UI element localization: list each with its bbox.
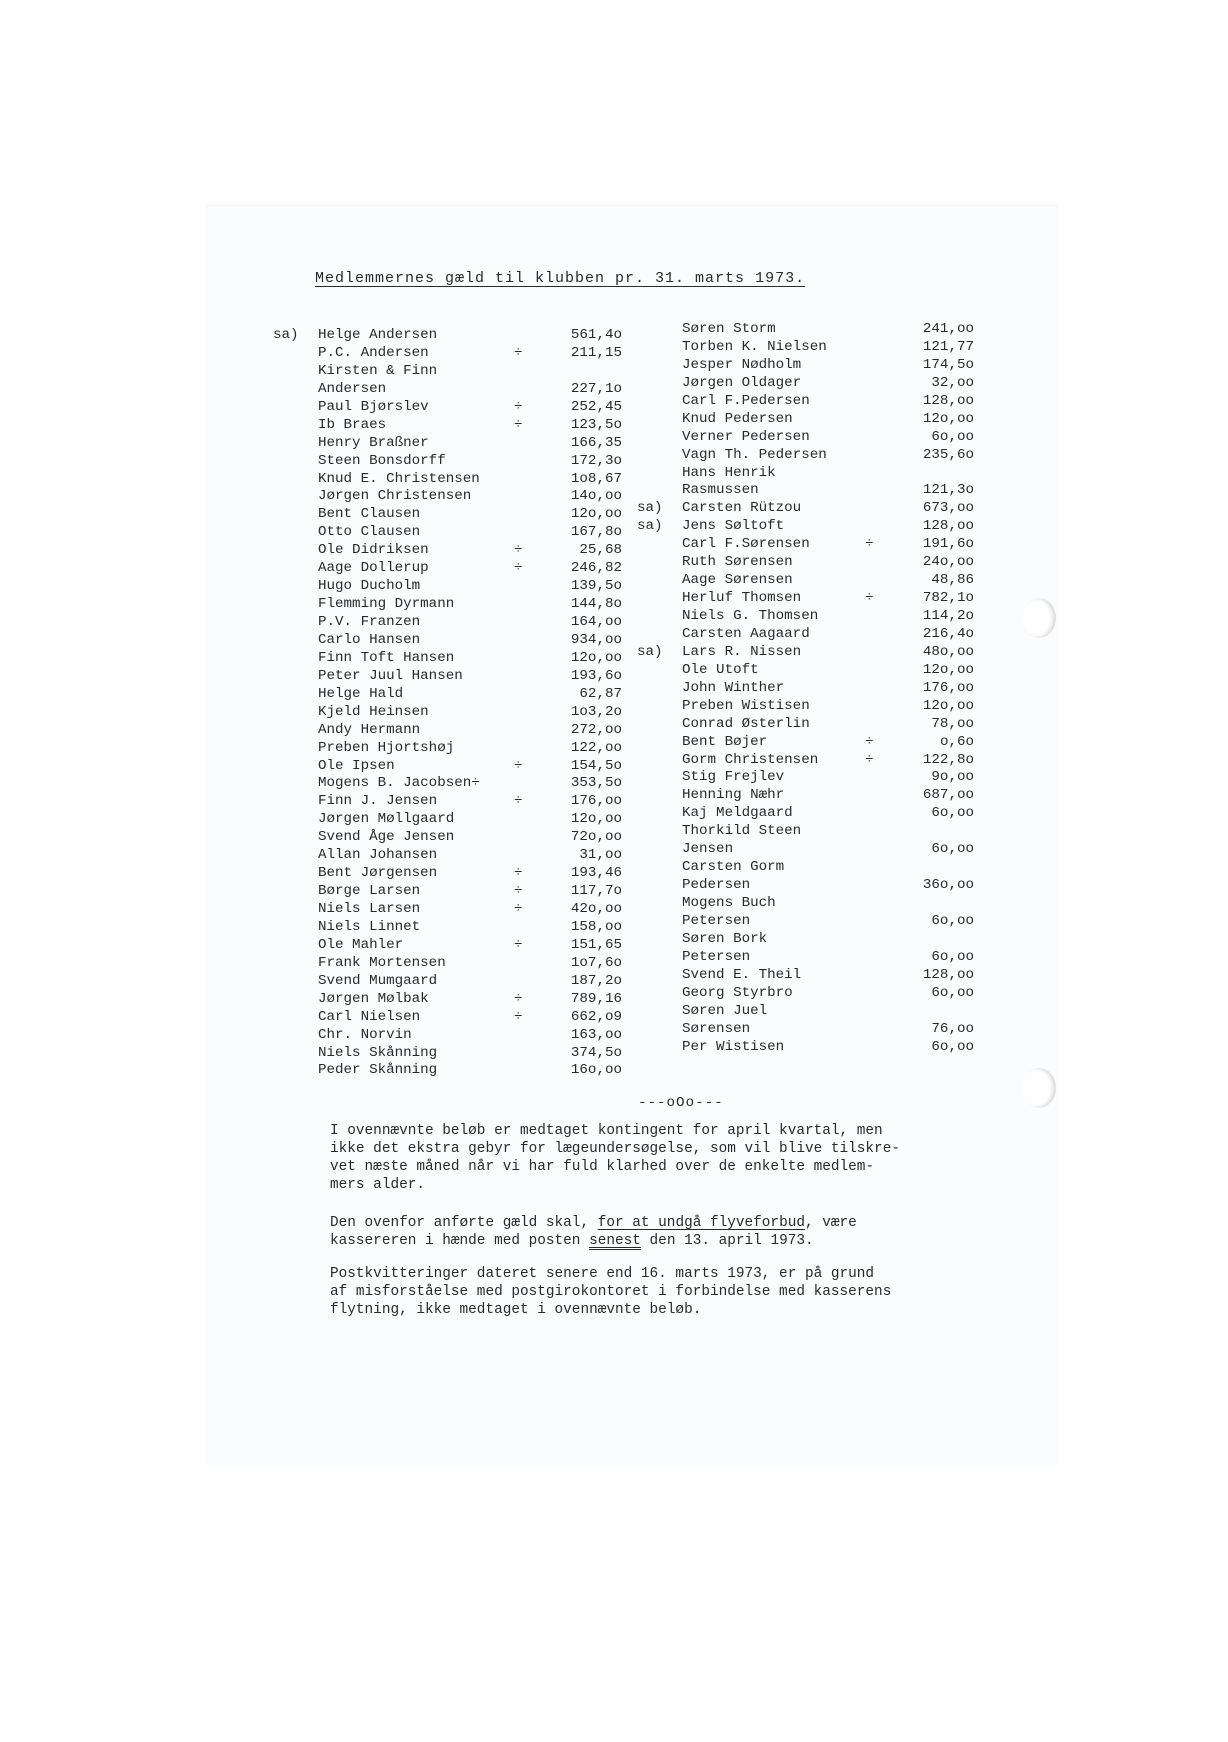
member-name: Verner Pedersen bbox=[682, 428, 810, 445]
member-name: Jørgen Mølbak bbox=[318, 990, 429, 1007]
member-name: P.C. Andersen bbox=[318, 344, 429, 361]
member-name: Andersen bbox=[318, 380, 387, 397]
member-name: Allan Johansen bbox=[318, 847, 438, 864]
debt-amount: 76,oo bbox=[931, 1020, 974, 1037]
debt-amount: 128,oo bbox=[922, 392, 974, 409]
text-segment: kassereren i hænde med posten bbox=[330, 1233, 590, 1249]
punch-hole-bottom bbox=[1022, 1068, 1056, 1108]
member-name: Jørgen Oldager bbox=[682, 374, 802, 391]
debt-amount: 42o,oo bbox=[570, 901, 622, 917]
member-name: Niels G. Thomsen bbox=[682, 608, 819, 624]
member-name: Torben K. Nielsen bbox=[682, 338, 827, 355]
member-name: Jørgen Møllgaard bbox=[318, 811, 455, 828]
member-name: Jesper Nødholm bbox=[682, 356, 802, 373]
member-name: Kaj Meldgaard bbox=[682, 805, 793, 822]
sa-marker: sa) bbox=[273, 327, 299, 343]
member-name: Steen Bonsdorff bbox=[318, 452, 446, 469]
member-name: Peder Skånning bbox=[318, 1062, 438, 1079]
member-name: Børge Larsen bbox=[318, 883, 421, 900]
document-title: Medlemmernes gæld til klubben pr. 31. marts 1973. bbox=[315, 270, 806, 287]
debt-amount: 139,5o bbox=[570, 578, 622, 595]
debt-amount: 789,16 bbox=[570, 990, 622, 1007]
debt-amount: 12o,oo bbox=[922, 661, 974, 678]
minus-sign: ÷ bbox=[514, 901, 523, 917]
debt-amount: 12o,oo bbox=[570, 811, 622, 828]
debt-amount: 687,oo bbox=[922, 787, 974, 804]
debt-amount: 12o,oo bbox=[570, 506, 622, 523]
minus-sign: ÷ bbox=[865, 536, 874, 553]
debt-amount: 72o,oo bbox=[570, 829, 622, 846]
debt-amount: 62,87 bbox=[579, 685, 622, 702]
member-name: Vagn Th. Pedersen bbox=[682, 446, 827, 463]
debt-amount: 117,7o bbox=[570, 883, 622, 900]
member-name: Jens Søltoft bbox=[682, 518, 785, 535]
debt-amount: 193,6o bbox=[570, 667, 622, 684]
member-name: Ole Didriksen bbox=[318, 542, 429, 559]
minus-sign: ÷ bbox=[514, 757, 523, 774]
debt-amount: 14o,oo bbox=[570, 488, 622, 505]
member-name: Sørensen bbox=[682, 1020, 751, 1037]
debt-amount: 216,4o bbox=[922, 625, 974, 642]
member-name: Henry Braßner bbox=[318, 434, 429, 451]
debt-amount: 122,8o bbox=[922, 751, 974, 768]
member-name: Søren Bork bbox=[682, 930, 768, 947]
paragraph-line bbox=[330, 1214, 1030, 1232]
debt-amount: 662,o9 bbox=[570, 1008, 622, 1025]
minus-sign: ÷ bbox=[865, 751, 874, 768]
debt-amount: 934,oo bbox=[570, 631, 622, 648]
member-name: Preben Wistisen bbox=[682, 697, 810, 714]
member-name: Carl Nielsen bbox=[318, 1008, 421, 1025]
debt-amount: 48o,oo bbox=[922, 643, 974, 660]
member-name: Stig Frejlev bbox=[682, 769, 785, 786]
debt-amount: 193,46 bbox=[570, 865, 622, 882]
debt-amount: 782,1o bbox=[922, 590, 974, 607]
minus-sign: ÷ bbox=[514, 344, 523, 361]
paragraph-deadline bbox=[330, 1214, 1030, 1250]
text-segment: den 13. april 1973. bbox=[640, 1233, 814, 1249]
minus-sign: ÷ bbox=[514, 865, 523, 882]
sa-marker: sa) bbox=[637, 643, 663, 660]
member-name: Finn Toft Hansen bbox=[318, 649, 455, 666]
minus-sign: ÷ bbox=[514, 883, 523, 900]
debt-amount: 176,oo bbox=[570, 793, 622, 810]
sa-marker: sa) bbox=[637, 518, 663, 535]
member-name: Lars R. Nissen bbox=[682, 643, 802, 660]
member-name: John Winther bbox=[682, 679, 785, 696]
member-name: Ole Utoft bbox=[682, 661, 759, 678]
debt-amount: 121,3o bbox=[922, 482, 974, 499]
paragraph-kontingent bbox=[330, 1122, 1030, 1194]
minus-sign: ÷ bbox=[514, 1008, 523, 1025]
member-name: Ruth Sørensen bbox=[682, 554, 793, 571]
paragraph-line: flytning, ikke medtaget i ovennævnte beløb. bbox=[330, 1302, 702, 1318]
debt-amount: 561,4o bbox=[570, 327, 622, 343]
debt-amount: 25,68 bbox=[579, 542, 622, 559]
debt-amount: 16o,oo bbox=[570, 1062, 622, 1079]
member-name: Helge Andersen bbox=[318, 327, 438, 343]
member-name: Helge Hald bbox=[318, 685, 404, 702]
member-name: Niels Larsen bbox=[318, 901, 421, 917]
member-name: Knud E. Christensen bbox=[318, 470, 480, 487]
debt-amount: 128,oo bbox=[922, 518, 974, 535]
paragraph-line: I ovennævnte beløb er medtaget kontingent for april kvartal, men bbox=[330, 1123, 883, 1139]
member-name: Søren Juel bbox=[682, 1002, 768, 1019]
paragraph-line: mers alder. bbox=[330, 1177, 425, 1193]
debt-amount: 151,65 bbox=[570, 936, 622, 953]
debt-amount: 166,35 bbox=[570, 434, 622, 451]
debt-amount: 211,15 bbox=[570, 344, 622, 361]
debt-amount: 1o3,2o bbox=[570, 703, 622, 720]
paragraph-line: ikke det ekstra gebyr for lægeundersøgelse, som vil blive tilskre- bbox=[330, 1141, 900, 1157]
debt-amount: 172,3o bbox=[570, 452, 622, 469]
member-name: Carsten Rützou bbox=[682, 500, 802, 517]
member-name: Finn J. Jensen bbox=[318, 793, 438, 810]
member-name: Per Wistisen bbox=[682, 1038, 785, 1055]
debt-amount: 32,oo bbox=[931, 374, 974, 391]
paragraph-line: af misforståelse med postgirokontoret i forbindelse med kasserens bbox=[330, 1284, 892, 1300]
member-name: Peter Juul Hansen bbox=[318, 667, 463, 684]
member-name: Conrad Østerlin bbox=[682, 715, 810, 732]
debt-amount: 187,2o bbox=[570, 972, 622, 989]
debt-amount: 235,6o bbox=[922, 446, 974, 463]
underlined-senest: senest bbox=[589, 1233, 641, 1249]
debt-amount: 252,45 bbox=[570, 398, 622, 415]
member-name: Frank Mortensen bbox=[318, 954, 446, 971]
member-name: Svend Mumgaard bbox=[318, 972, 438, 989]
minus-sign: ÷ bbox=[514, 542, 523, 559]
member-name: Aage Sørensen bbox=[682, 572, 793, 589]
member-name: Carlo Hansen bbox=[318, 631, 421, 648]
member-name: Herluf Thomsen bbox=[682, 590, 802, 607]
member-name: Gorm Christensen bbox=[682, 751, 819, 768]
debt-amount: 121,77 bbox=[922, 338, 974, 355]
minus-sign: ÷ bbox=[865, 590, 874, 607]
debt-amount: 227,1o bbox=[570, 380, 622, 397]
member-name: Jørgen Christensen bbox=[318, 488, 472, 505]
member-name: Mogens Buch bbox=[682, 895, 776, 911]
member-name: Kirsten & Finn bbox=[318, 362, 438, 379]
member-name: Preben Hjortshøj bbox=[318, 739, 455, 756]
text-segment: , være bbox=[804, 1215, 857, 1231]
debt-amount: 176,oo bbox=[922, 679, 974, 696]
minus-sign: ÷ bbox=[514, 398, 523, 415]
member-name: Bent Jørgensen bbox=[318, 865, 438, 882]
debt-amount: 246,82 bbox=[570, 560, 622, 577]
debt-amount: 9o,oo bbox=[931, 769, 974, 786]
debt-amount: 272,oo bbox=[570, 721, 622, 738]
debt-amount: 163,oo bbox=[570, 1026, 622, 1043]
debt-amount: 191,6o bbox=[922, 536, 974, 553]
member-name: Aage Dollerup bbox=[318, 560, 429, 577]
paragraph-line: Postkvitteringer dateret senere end 16. marts 1973, er på grund bbox=[330, 1266, 875, 1282]
debt-amount: 167,8o bbox=[570, 524, 622, 541]
debt-amount: 164,oo bbox=[570, 614, 622, 630]
member-name: Andy Hermann bbox=[318, 721, 421, 738]
debt-amount: 6o,oo bbox=[931, 912, 974, 929]
member-name: Kjeld Heinsen bbox=[318, 703, 429, 720]
member-name: Knud Pedersen bbox=[682, 410, 793, 427]
debt-amount: 48,86 bbox=[931, 572, 974, 589]
debt-amount: 158,oo bbox=[570, 918, 622, 935]
debt-amount: 6o,oo bbox=[931, 984, 974, 1001]
member-name: Hugo Ducholm bbox=[318, 578, 421, 595]
debt-amount: 6o,oo bbox=[931, 841, 974, 858]
member-name: Ole Ipsen bbox=[318, 757, 395, 774]
member-name: Paul Bjørslev bbox=[318, 398, 429, 415]
member-name: P.V. Franzen bbox=[318, 614, 421, 630]
text-segment: Den ovenfor anførte gæld skal, bbox=[330, 1215, 598, 1231]
member-name: Hans Henrik bbox=[682, 464, 776, 481]
member-name: Carsten Aagaard bbox=[682, 625, 810, 642]
member-name: Søren Storm bbox=[682, 321, 776, 337]
member-name: Niels Linnet bbox=[318, 918, 421, 935]
debt-amount: 1o8,67 bbox=[570, 470, 622, 487]
paragraph-postkvitteringer bbox=[330, 1265, 1030, 1319]
paragraph-line: vet næste måned når vi har fuld klarhed over de enkelte medlem- bbox=[330, 1159, 875, 1175]
separator: ---oOo--- bbox=[638, 1095, 724, 1111]
paragraph-line bbox=[330, 1232, 1030, 1250]
member-name: Petersen bbox=[682, 948, 751, 965]
member-name: Henning Næhr bbox=[682, 787, 785, 804]
member-name: Ib Braes bbox=[318, 416, 387, 433]
debt-amount: 31,oo bbox=[579, 847, 622, 864]
member-name: Niels Skånning bbox=[318, 1044, 438, 1061]
punch-hole-top bbox=[1022, 598, 1056, 638]
member-name: Rasmussen bbox=[682, 482, 759, 499]
debt-amount: 128,oo bbox=[922, 966, 974, 983]
member-name: Carsten Gorm bbox=[682, 859, 785, 876]
debt-amount: 78,oo bbox=[931, 715, 974, 732]
debt-amount: 673,oo bbox=[922, 500, 974, 517]
debt-amount: 1o7,6o bbox=[570, 954, 622, 971]
debt-amount: 6o,oo bbox=[931, 805, 974, 822]
minus-sign: ÷ bbox=[514, 416, 523, 433]
debt-amount: o,6o bbox=[939, 733, 974, 750]
sa-marker: sa) bbox=[637, 500, 663, 517]
minus-sign: ÷ bbox=[514, 793, 523, 810]
member-name: Mogens B. Jacobsen÷ bbox=[318, 775, 480, 792]
member-name: Pedersen bbox=[682, 877, 751, 894]
debt-amount: 36o,oo bbox=[922, 877, 974, 894]
member-name: Svend Åge Jensen bbox=[318, 829, 455, 846]
member-name: Chr. Norvin bbox=[318, 1026, 412, 1043]
debt-amount: 154,5o bbox=[570, 757, 622, 774]
minus-sign: ÷ bbox=[514, 990, 523, 1007]
member-name: Svend E. Theil bbox=[682, 966, 802, 983]
debt-amount: 374,5o bbox=[570, 1044, 622, 1061]
member-name: Flemming Dyrmann bbox=[318, 596, 455, 613]
member-name: Bent Clausen bbox=[318, 506, 421, 523]
debt-amount: 353,5o bbox=[570, 775, 622, 792]
debt-amount: 6o,oo bbox=[931, 428, 974, 445]
debt-amount: 122,oo bbox=[570, 739, 622, 756]
debt-amount: 24o,oo bbox=[922, 554, 974, 571]
member-name: Carl F.Pedersen bbox=[682, 392, 810, 409]
debt-amount: 12o,oo bbox=[922, 410, 974, 427]
debt-amount: 174,5o bbox=[922, 356, 974, 373]
minus-sign: ÷ bbox=[514, 560, 523, 577]
debt-amount: 241,oo bbox=[922, 321, 974, 337]
minus-sign: ÷ bbox=[514, 936, 523, 953]
member-name: Bent Bøjer bbox=[682, 733, 768, 750]
debt-amount: 6o,oo bbox=[931, 948, 974, 965]
member-name: Thorkild Steen bbox=[682, 823, 802, 840]
debt-amount: 6o,oo bbox=[931, 1038, 974, 1055]
debt-amount: 144,8o bbox=[570, 596, 622, 613]
member-name: Petersen bbox=[682, 912, 751, 929]
member-name: Otto Clausen bbox=[318, 524, 421, 541]
debt-amount: 12o,oo bbox=[922, 697, 974, 714]
member-name: Carl F.Sørensen bbox=[682, 536, 810, 553]
minus-sign: ÷ bbox=[865, 733, 874, 750]
member-name: Jensen bbox=[682, 841, 734, 858]
member-name: Georg Styrbro bbox=[682, 984, 793, 1001]
debt-amount: 12o,oo bbox=[570, 649, 622, 666]
underlined-flyveforbud: for at undgå flyveforbud bbox=[597, 1215, 805, 1231]
debt-amount: 123,5o bbox=[570, 416, 622, 433]
member-name: Ole Mahler bbox=[318, 936, 404, 953]
debt-amount: 114,2o bbox=[922, 608, 974, 624]
